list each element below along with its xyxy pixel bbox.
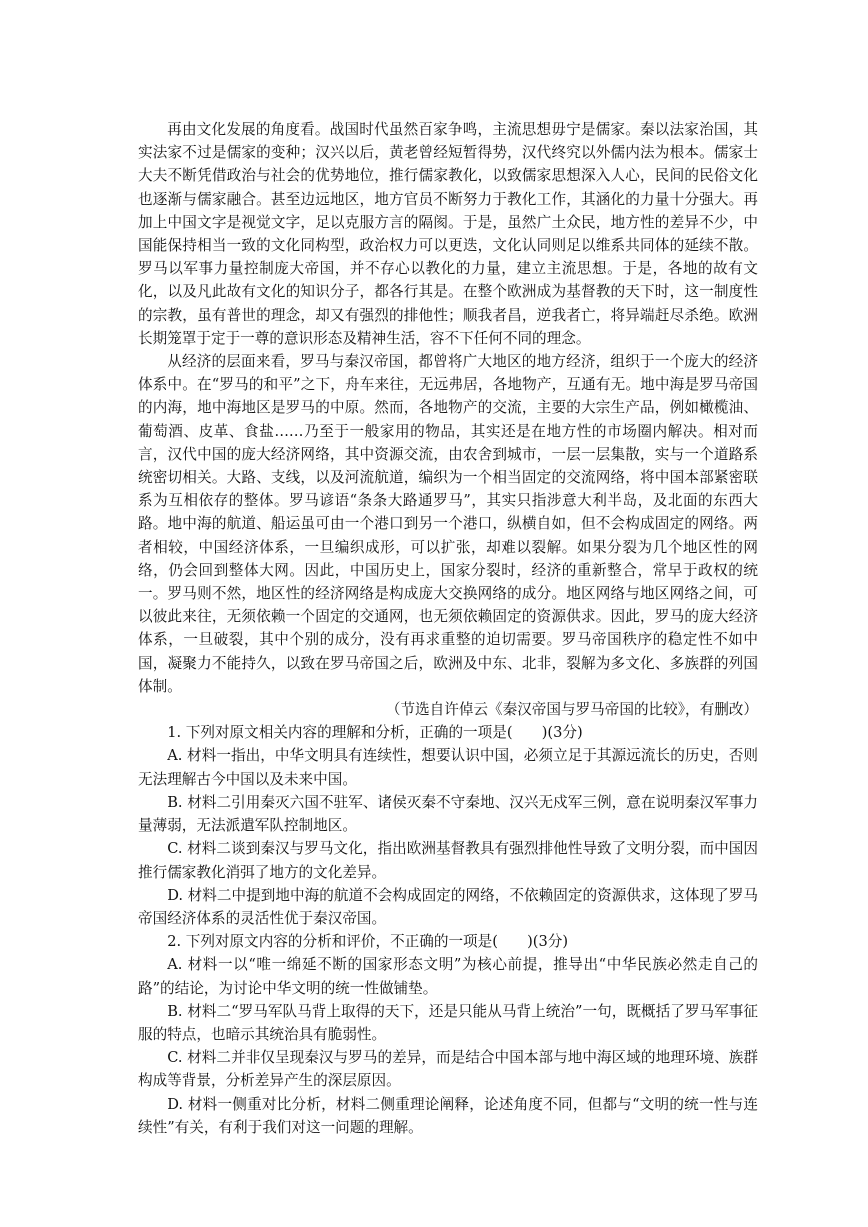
option-c: C. 材料二谈到秦汉与罗马文化，指出欧洲基督教具有强烈排他性导致了文明分裂，而中国因推行儒家教化消弭了地方的文化差异。 bbox=[138, 840, 758, 881]
passage-paragraph-economy: 从经济的层面来看，罗马与秦汉帝国，都曾将广大地区的地方经济，组织于一个庞大的经济体系中。在“罗马的和平”之下，舟车来往，无远弗居，各地物产，互通有无。地中海是罗马帝国的内海，地中海地区是罗马的中原。然而，各地物产的交流，主要的大宗生产品，例如橄榄油、葡萄酒、皮革、食盐……乃至于一般家用的物品，其实还是在地方性的市场圈内解决。相对而言，汉代中国的庞大经济网络，其中资源交流，由农舍到城市，一层一层集散，实与一个道路系统密切相关。大路、支线，以及河流航道，编织为一个相当固定的交流网络，将中国本部紧密联系为互相依存的整体。罗马谚语“条条大路通罗马”，其实只指涉意大利半岛，及北面的东西大路。地中海的航道、船运虽可由一个港口到另一个港口，纵横自如，但不会构成固定的网络。两者相较，中国经济体系，一旦编织成形，可以扩张，却难以裂解。如果分裂为几个地区性的网络，仍会回到整体大网。因此，中国历史上，国家分裂时，经济的重新整合，常早于政权的统一。罗马则不然，地区性的经济网络是构成庞大交换网络的成分。地区网络与地区网络之间，可以彼此来往，无须依赖一个固定的交通网，也无须依赖固定的资源供求。因此，罗马的庞大经济体系，一旦破裂，其中个别的成分，没有再求重整的迫切需要。罗马帝国秩序的稳定性不如中国，凝聚力不能持久，以致在罗马帝国之后，欧洲及中东、北非，裂解为多文化、多族群的列国体制。 bbox=[138, 353, 758, 695]
passage-source: （节选自许倬云《秦汉帝国与罗马帝国的比较》，有删改） bbox=[385, 701, 758, 719]
option-b: B. 材料二引用秦灭六国不驻军、诸侯灭秦不守秦地、汉兴无戍军三例，意在说明秦汉军事力量薄弱，无法派遣军队控制地区。 bbox=[138, 793, 758, 835]
option-c: C. 材料二并非仅呈现秦汉与罗马的差异，而是结合中国本部与地中海区域的地理环境、族群构成等背景，分析差异产生的深层原因。 bbox=[138, 1049, 758, 1090]
option-a: A. 材料一以“唯一绵延不断的国家形态文明”为核心前提，推导出“中华民族必然走自己的路”的结论，为讨论中华文明的统一性做铺垫。 bbox=[138, 956, 758, 997]
question-stem: 1. 下列对原文相关内容的理解和分析，正确的一项是( )(3分) bbox=[167, 724, 583, 742]
option-d: D. 材料一侧重对比分析，材料二侧重理论阐释，论述角度不同，但都与“文明的统一性与连续性”有关，有利于我们对这一问题的理解。 bbox=[138, 1095, 758, 1136]
passage-paragraph-culture: 再由文化发展的角度看。战国时代虽然百家争鸣，主流思想毋宁是儒家。秦以法家治国，其实法家不过是儒家的变种；汉兴以后，黄老曾经短暂得势，汉代终究以外儒内法为根本。儒家士大夫不断凭借政治与社会的优势地位，推行儒家教化，以致儒家思想深入人心，民间的民俗文化也逐渐与儒家融合。甚至边远地区，地方官员不断努力于教化工作，其涵化的力量十分强大。再加上中国文字是视觉文字，足以克服方言的隔阂。于是，虽然广土众民，地方性的差异不少，中国能保持相当一致的文化同构型，政治权力可以更迭，文化认同则足以维系共同体的延续不散。罗马以军事力量控制庞大帝国，并不存心以教化的力量，建立主流思想。于是，各地的故有文化，以及凡此故有文化的知识分子，都各行其是。在整个欧洲成为基督教的天下时，这一制度性的宗教，虽有普世的理念，却又有强烈的排他性；顺我者昌，逆我者亡，将异端赶尽杀绝。欧洲长期笼罩于定于一尊的意识形态及精神生活，容不下任何不同的理念。 bbox=[138, 121, 758, 347]
option-b: B. 材料二“罗马军队马背上取得的天下，还是只能从马背上统治”一句，既概括了罗马军事征服的特点，也暗示其统治具有脆弱性。 bbox=[138, 1002, 758, 1043]
question-1 bbox=[138, 721, 758, 930]
question-2 bbox=[138, 930, 758, 1139]
document-page bbox=[138, 118, 758, 1139]
option-a: A. 材料一指出，中华文明具有连续性，想要认识中国，必须立足于其源远流长的历史，否则无法理解古今中国以及未来中国。 bbox=[138, 747, 758, 788]
question-stem: 2. 下列对原文内容的分析和评价，不正确的一项是( )(3分) bbox=[167, 933, 569, 951]
option-d: D. 材料二中提到地中海的航道不会构成固定的网络，不依赖固定的资源供求，这体现了罗马帝国经济体系的灵活性优于秦汉帝国。 bbox=[138, 886, 758, 927]
